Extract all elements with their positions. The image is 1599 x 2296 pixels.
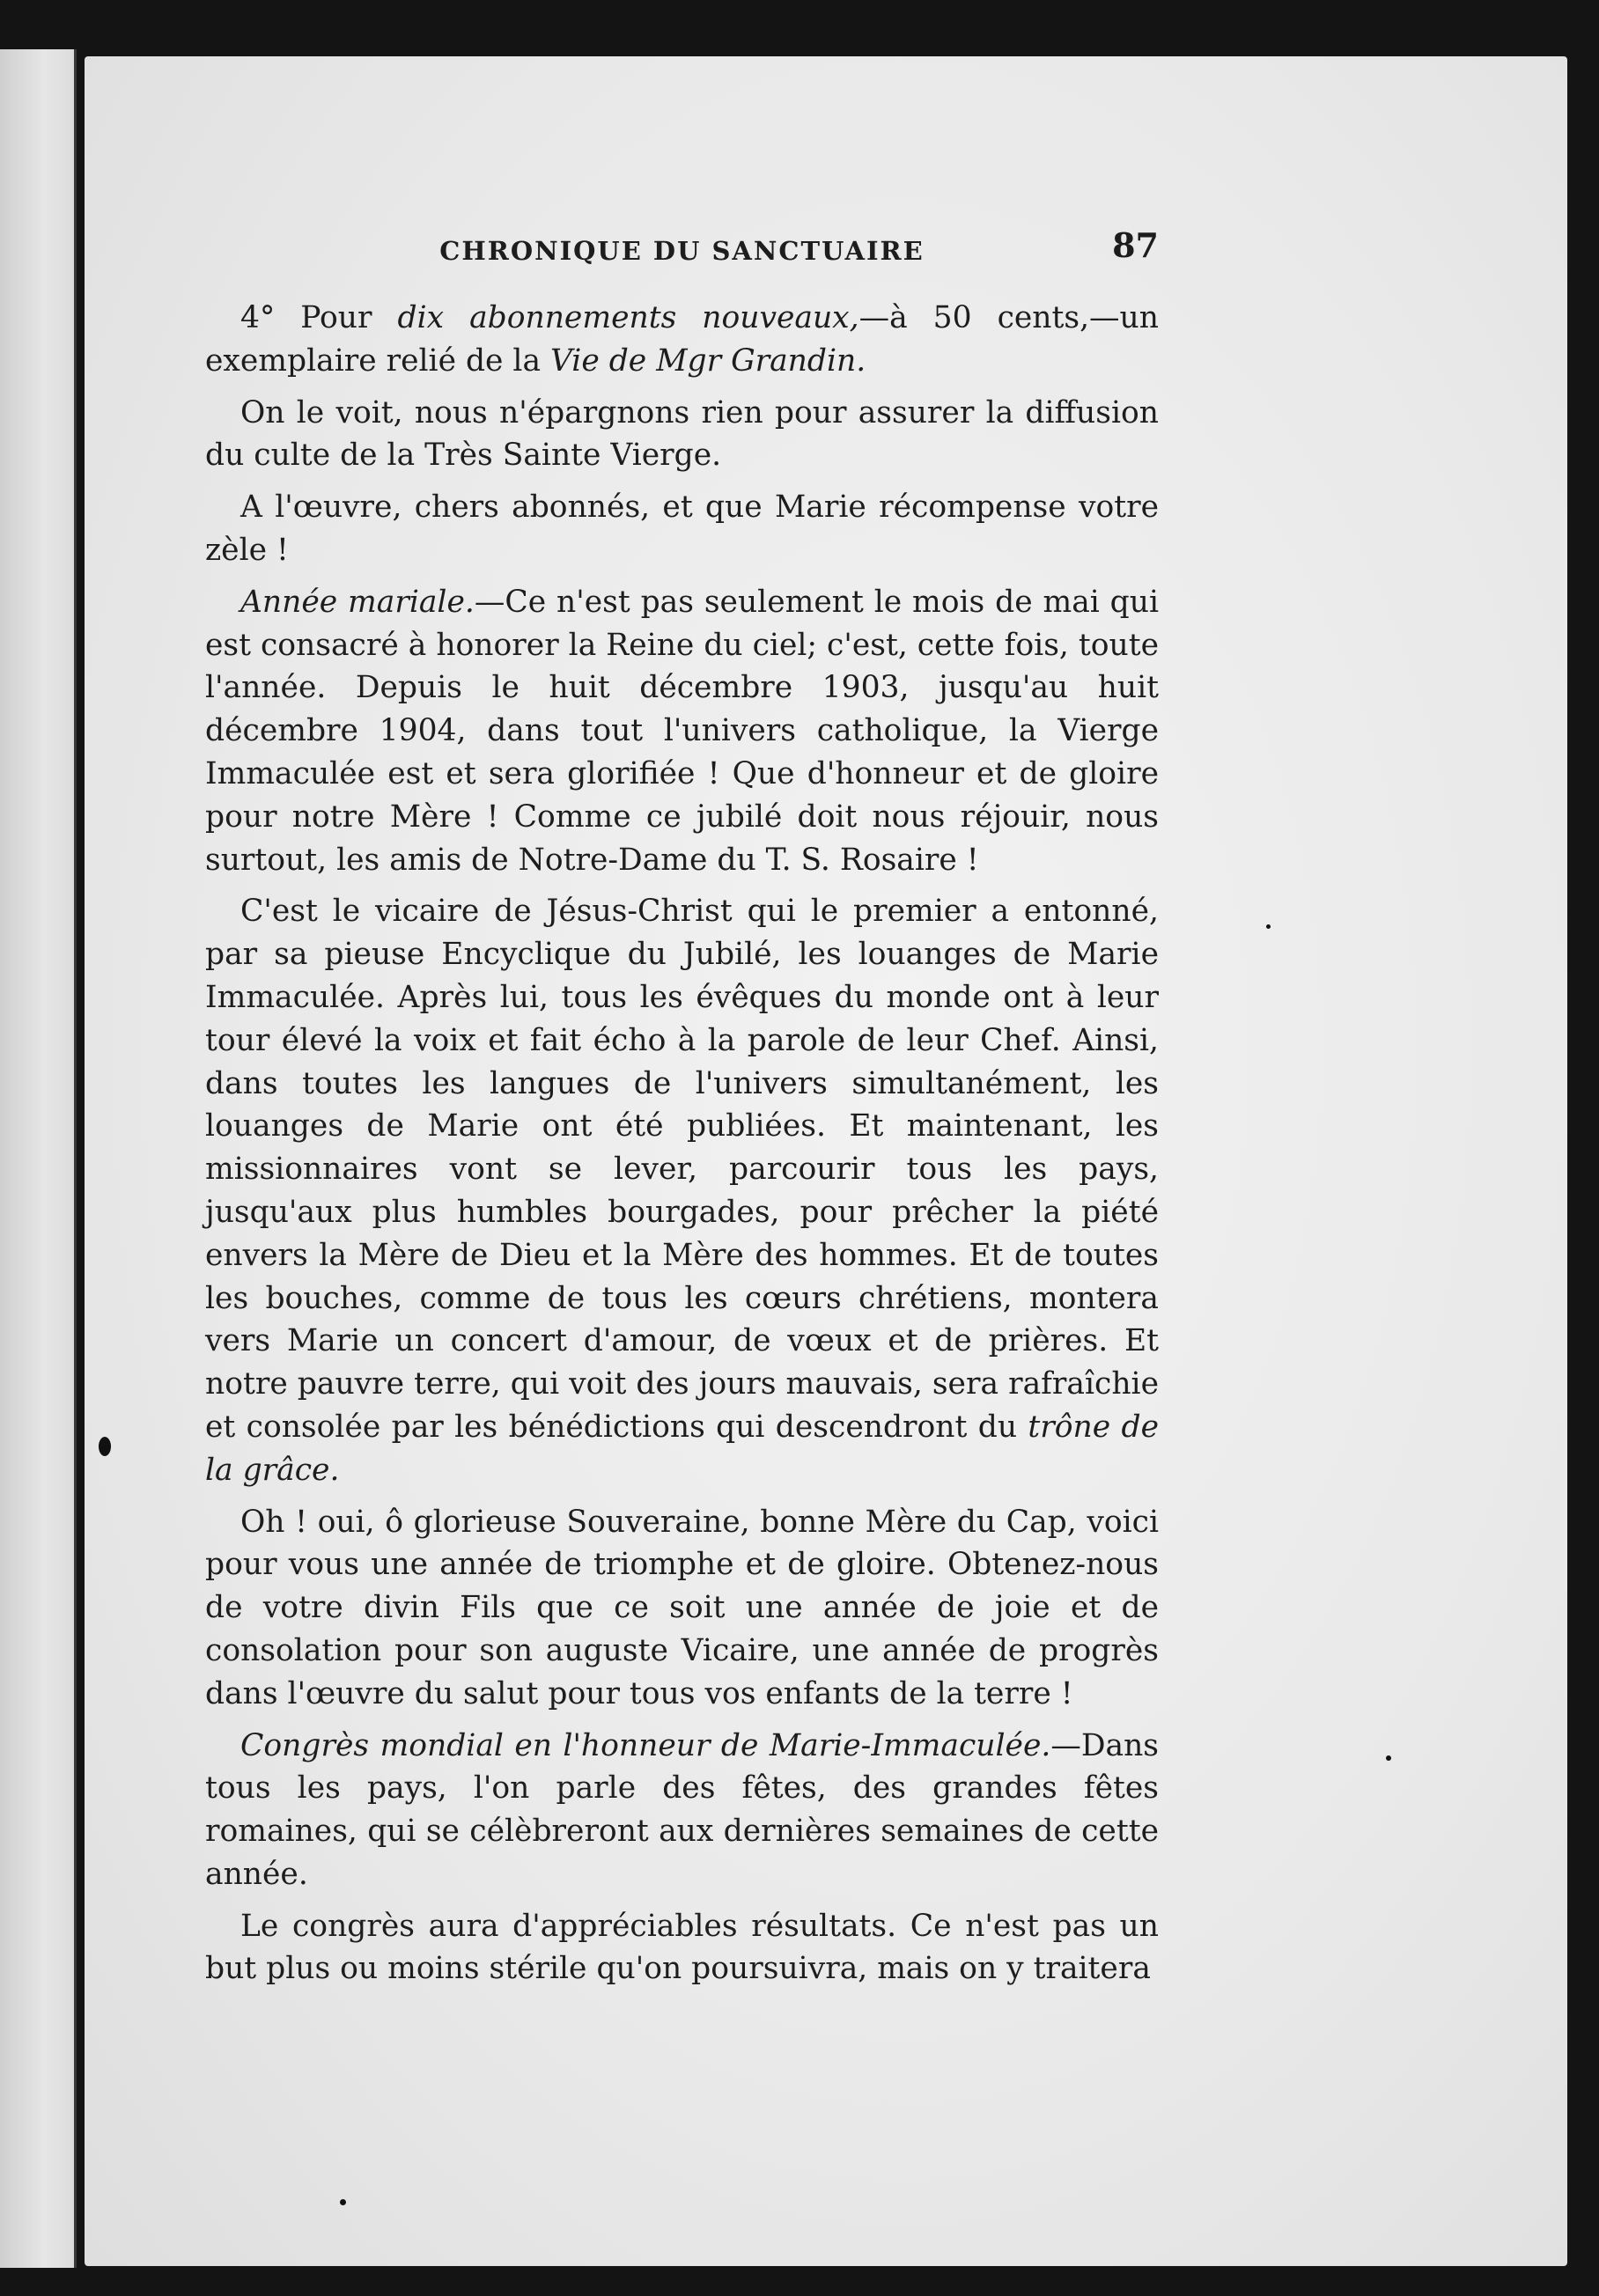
text-segment: On le voit, nous n'épargnons rien pour assurer la diffusion du culte de la Très Sainte Vierge. <box>205 394 1159 474</box>
paragraph-6 <box>205 1501 1159 1716</box>
paragraph-3 <box>205 486 1159 572</box>
text-segment: —à 50 cents,—un exemplaire relié de la <box>205 300 1160 379</box>
paragraph-4 <box>205 581 1159 882</box>
text-segment: C'est le vicaire de Jésus-Christ qui le premier a entonné, par sa pieuse Encyclique du Jubilé, les louanges de Marie Immaculée. Après lui, tous les évêques du monde ont à leur tour élevé la voix et fait écho à la parole de leur Chef. Ainsi, dans toutes les langues de l'univers simultanément, les louanges de Marie ont été publiées. Et maintenant, les missionnaires vont se lever, parcourir tous les pays, jusqu'aux plus humbles bourgades, pour prêcher la piété envers la Mère de Dieu et la Mère des hommes. Et de toutes les bouches, comme de tous les cœurs chrétiens, montera vers Marie un concert d'amour, de vœux et de prières. Et notre pauvre terre, qui voit des jours mauvais, sera rafraîchie et consolée par les bénédictions qui descendront du <box>205 894 1159 1445</box>
ink-speck <box>340 2199 346 2205</box>
italic-segment: trône de la grâce. <box>205 1409 1159 1488</box>
ink-speck <box>1266 924 1271 929</box>
ink-speck <box>1386 1755 1391 1761</box>
paragraph-5 <box>205 890 1159 1491</box>
running-title: CHRONIQUE DU SANCTUAIRE <box>439 236 925 266</box>
page-header <box>205 224 1159 272</box>
paragraph-7 <box>205 1725 1159 1896</box>
text-segment: Oh ! oui, ô glorieuse Souveraine, bonne Mère du Cap, voici pour vous une année de triomphe et de gloire. Obtenez-nous de votre divin Fils que ce soit une année de joie et de consolation pour son auguste Vicaire, une année de progrès dans l'œuvre du salut pour tous vos enfants de la terre ! <box>205 1504 1159 1711</box>
previous-page-edge <box>0 49 77 2268</box>
section-heading-congres-mondial: Congrès mondial en l'honneur de Marie-Immaculée. <box>240 1727 1051 1763</box>
text-segment: —Ce n'est pas seulement le mois de mai qui est consacré à honorer la Reine du ciel; c'est, cette fois, toute l'année. Depuis le huit décembre 1903, jusqu'au huit décembre 1904, dans tout l'univers catholique, la Vierge Immaculée est et sera glorifiée ! Que d'honneur et de gloire pour notre Mère ! Comme ce jubilé doit nous réjouir, nous surtout, les amis de Notre-Dame du T. S. Rosaire ! <box>205 584 1160 878</box>
section-heading-annee-mariale: Année mariale. <box>240 584 475 620</box>
paragraph-2 <box>205 392 1159 478</box>
italic-segment: Vie de Mgr Grandin. <box>550 342 866 379</box>
text-segment: Le congrès aura d'appréciables résultats. Ce n'est pas un but plus ou moins stérile qu'on poursuivra, mais on y traitera <box>205 1908 1159 1987</box>
page-number: 87 <box>1112 225 1159 265</box>
ink-speck <box>99 1437 111 1456</box>
paragraph-1 <box>205 297 1159 383</box>
page-text <box>205 224 1159 1999</box>
text-segment: A l'œuvre, chers abonnés, et que Marie récompense votre zèle ! <box>205 489 1159 568</box>
text-segment: —Dans tous les pays, l'on parle des fêtes, des grandes fêtes romaines, qui se célèbreront aux dernières semaines de cette année. <box>205 1727 1159 1892</box>
text-segment: 4° Pour <box>240 300 398 335</box>
italic-segment: dix abonnements nouveaux, <box>397 300 859 335</box>
paragraph-8 <box>205 1905 1159 1991</box>
